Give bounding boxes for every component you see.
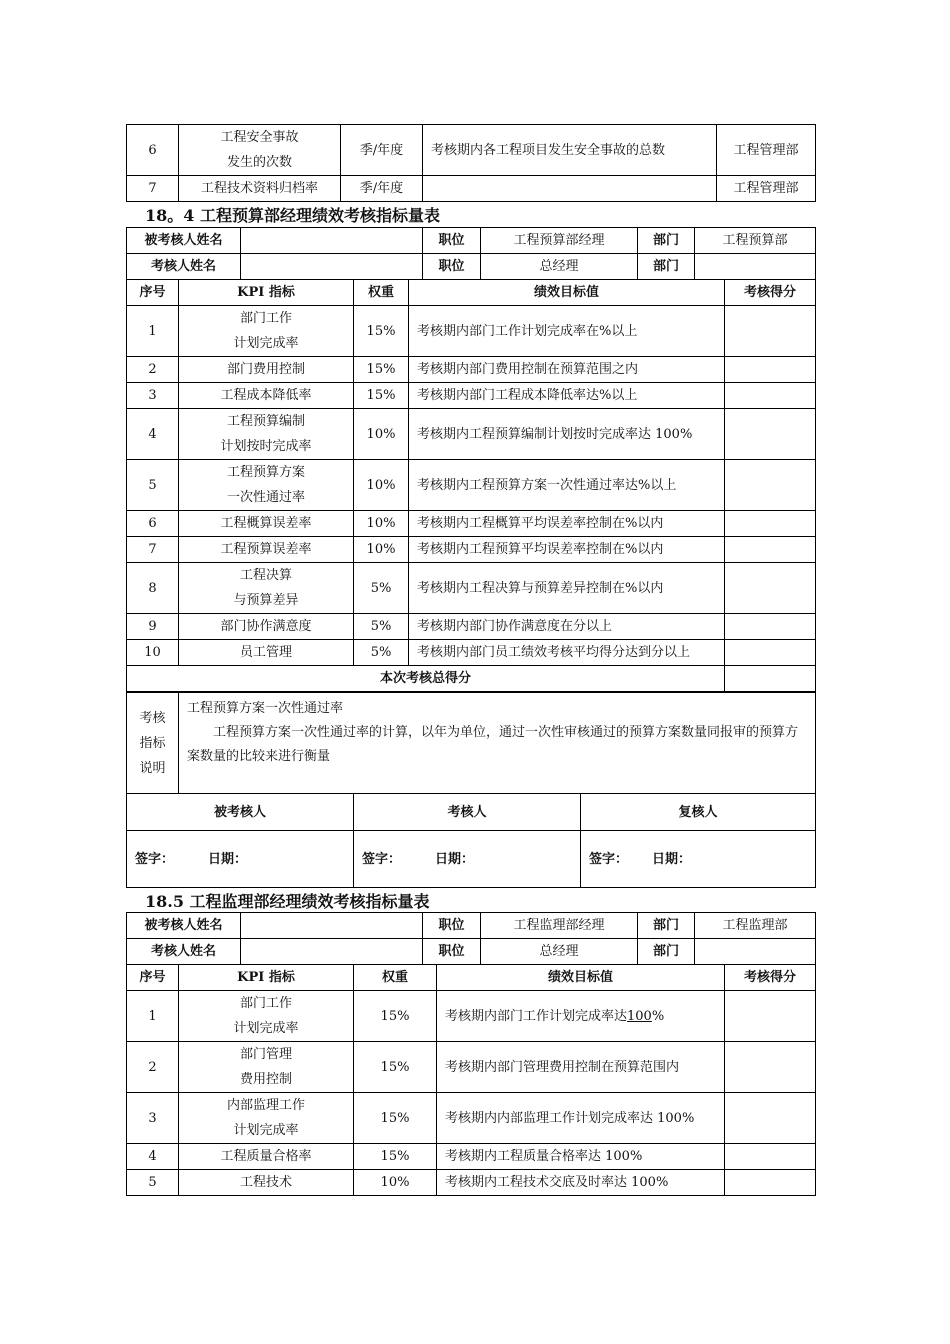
kpi-name: 工程预算方案 一次性通过率 [179,460,354,511]
table-row [127,460,816,511]
score-cell [725,1042,816,1093]
weight: 10% [354,409,409,460]
row-number: 2 [127,357,179,383]
department-label: 部门 [638,939,695,965]
table-row [127,357,816,383]
target-value: 考核期内部门员工绩效考核平均得分达到分以上 [409,640,725,666]
department-label: 部门 [638,913,695,939]
signature-table [126,793,816,888]
row-number: 7 [127,176,179,202]
assessor-signature-header: 考核人 [354,794,581,831]
engineering-management-kpi-table-continued [126,124,816,202]
weight: 10% [354,460,409,511]
row-number: 8 [127,563,179,614]
table-row [127,1042,816,1093]
row-number: 5 [127,460,179,511]
date-label: 日期： [435,851,475,867]
table-row [127,614,816,640]
reviewer-signature-cell [581,831,816,888]
supervision-manager-info-table [126,912,816,965]
kpi-name: 内部监理工作 计划完成率 [179,1093,354,1144]
kpi-name: 工程技术资料归档率 [179,176,341,202]
assessee-name-value [241,228,423,254]
target-value: 考核期内部门管理费用控制在预算范围内 [437,1042,725,1093]
header-kpi: KPI 指标 [179,965,354,991]
kpi-name: 工程技术 [179,1170,354,1196]
assessee-position: 工程预算部经理 [481,228,638,254]
kpi-name: 部门管理 费用控制 [179,1042,354,1093]
position-label: 职位 [423,939,481,965]
table-row [127,1093,816,1144]
table-row [127,563,816,614]
note-title: 工程预算方案一次性通过率 [187,701,344,716]
supervision-manager-kpi-table [126,964,816,1196]
responsible-department: 工程管理部 [717,176,816,202]
assessor-row [127,939,816,965]
score-cell [725,357,816,383]
score-cell [725,614,816,640]
table-row [127,991,816,1042]
weight: 15% [354,1144,437,1170]
target-value: 考核期内工程质量合格率达 100% [437,1144,725,1170]
assessee-name-label: 被考核人姓名 [127,913,241,939]
signature-row [127,831,816,888]
date-label: 日期： [208,851,248,867]
score-cell [725,409,816,460]
header-no: 序号 [127,280,179,306]
row-number: 4 [127,1144,179,1170]
row-number: 1 [127,991,179,1042]
assessor-name-value [241,939,423,965]
header-no: 序号 [127,965,179,991]
header-weight: 权重 [354,280,409,306]
target-description [423,176,717,202]
total-score-label: 本次考核总得分 [127,666,725,692]
row-number: 4 [127,409,179,460]
weight: 15% [354,1093,437,1144]
assessor-signature-cell [354,831,581,888]
weight: 15% [354,306,409,357]
row-number: 7 [127,537,179,563]
section-18-5-title: 18.5 工程监理部经理绩效考核指标量表 [145,892,430,911]
signature-header-row [127,794,816,831]
target-value: 考核期内工程概算平均误差率控制在%以内 [409,511,725,537]
weight: 5% [354,614,409,640]
row-number: 2 [127,1042,179,1093]
kpi-name: 工程成本降低率 [179,383,354,409]
weight: 10% [354,511,409,537]
assessment-period: 季/年度 [341,125,423,176]
score-cell [725,1170,816,1196]
header-score: 考核得分 [725,965,816,991]
table-header-row [127,965,816,991]
sign-label: 签字： [589,851,629,867]
position-label: 职位 [423,254,481,280]
row-number: 3 [127,383,179,409]
sign-label: 签字： [135,851,175,867]
kpi-name: 部门工作 计划完成率 [179,991,354,1042]
responsible-department: 工程管理部 [717,125,816,176]
department-label: 部门 [638,254,695,280]
target-value: 考核期内部门工作计划完成率达100% [437,991,725,1042]
score-cell [725,383,816,409]
weight: 5% [354,563,409,614]
assessee-name-value [241,913,423,939]
row-number: 5 [127,1170,179,1196]
row-number: 9 [127,614,179,640]
assessee-signature-header: 被考核人 [127,794,354,831]
target-value: 考核期内内部监理工作计划完成率达 100% [437,1093,725,1144]
assessor-department [695,254,816,280]
target-value: 考核期内部门费用控制在预算范围之内 [409,357,725,383]
row-number: 6 [127,511,179,537]
kpi-name: 工程决算 与预算差异 [179,563,354,614]
score-cell [725,640,816,666]
target-value: 考核期内工程技术交底及时率达 100% [437,1170,725,1196]
score-cell [725,511,816,537]
assessee-name-label: 被考核人姓名 [127,228,241,254]
assessor-name-value [241,254,423,280]
kpi-name: 部门费用控制 [179,357,354,383]
assessor-name-label: 考核人姓名 [127,254,241,280]
position-label: 职位 [423,228,481,254]
assessee-department: 工程监理部 [695,913,816,939]
table-row [127,1144,816,1170]
table-row [127,383,816,409]
kpi-name: 工程预算误差率 [179,537,354,563]
table-row [127,125,816,176]
department-label: 部门 [638,228,695,254]
total-score-value [725,666,816,692]
weight: 10% [354,537,409,563]
section-18-4-title: 18。4 工程预算部经理绩效考核指标量表 [145,206,440,225]
score-cell [725,306,816,357]
budget-manager-info-table [126,227,816,280]
assessor-department [695,939,816,965]
row-number: 6 [127,125,179,176]
weight: 10% [354,1170,437,1196]
score-cell [725,537,816,563]
row-number: 10 [127,640,179,666]
table-row [127,640,816,666]
note-row [127,693,816,794]
target-value: 考核期内工程预算编制计划按时完成率达 100% [409,409,725,460]
weight: 15% [354,991,437,1042]
assessor-row [127,254,816,280]
assessment-period: 季/年度 [341,176,423,202]
weight: 15% [354,383,409,409]
table-row [127,1170,816,1196]
assessee-row [127,913,816,939]
weight: 15% [354,357,409,383]
assessee-signature-cell [127,831,354,888]
score-cell [725,1093,816,1144]
kpi-name: 工程预算编制 计划按时完成率 [179,409,354,460]
table-row [127,306,816,357]
target-value: 考核期内部门工作计划完成率在%以上 [409,306,725,357]
table-row [127,409,816,460]
target-value: 考核期内工程预算方案一次性通过率达%以上 [409,460,725,511]
target-description: 考核期内各工程项目发生安全事故的总数 [423,125,717,176]
target-value: 考核期内工程决算与预算差异控制在%以内 [409,563,725,614]
target-value: 考核期内部门工程成本降低率达%以上 [409,383,725,409]
score-cell [725,1144,816,1170]
score-cell [725,991,816,1042]
assessor-name-label: 考核人姓名 [127,939,241,965]
assessee-row [127,228,816,254]
budget-manager-kpi-table [126,279,816,692]
note-content [179,693,816,794]
note-body: 工程预算方案一次性通过率的计算，以年为单位，通过一次性审核通过的预算方案数量同报审的预算方案数量的比较来进行衡量 [187,725,799,764]
kpi-name: 工程概算误差率 [179,511,354,537]
table-row [127,511,816,537]
header-target: 绩效目标值 [437,965,725,991]
header-target: 绩效目标值 [409,280,725,306]
kpi-name: 部门协作满意度 [179,614,354,640]
assessor-position: 总经理 [481,254,638,280]
total-score-row [127,666,816,692]
header-score: 考核得分 [725,280,816,306]
kpi-name: 部门工作 计划完成率 [179,306,354,357]
weight: 15% [354,1042,437,1093]
kpi-name: 工程安全事故 发生的次数 [179,125,341,176]
date-label: 日期： [652,851,692,867]
row-number: 1 [127,306,179,357]
header-weight: 权重 [354,965,437,991]
assessee-department: 工程预算部 [695,228,816,254]
table-row [127,176,816,202]
kpi-name: 工程质量合格率 [179,1144,354,1170]
note-label: 考核 指标 说明 [127,693,179,794]
position-label: 职位 [423,913,481,939]
target-value: 考核期内工程预算平均误差率控制在%以内 [409,537,725,563]
assessee-position: 工程监理部经理 [481,913,638,939]
sign-label: 签字： [362,851,402,867]
table-row [127,537,816,563]
assessor-position: 总经理 [481,939,638,965]
score-cell [725,563,816,614]
table-header-row [127,280,816,306]
weight: 5% [354,640,409,666]
target-value: 考核期内部门协作满意度在分以上 [409,614,725,640]
reviewer-signature-header: 复核人 [581,794,816,831]
header-kpi: KPI 指标 [179,280,354,306]
kpi-name: 员工管理 [179,640,354,666]
score-cell [725,460,816,511]
kpi-note-table [126,692,816,794]
row-number: 3 [127,1093,179,1144]
